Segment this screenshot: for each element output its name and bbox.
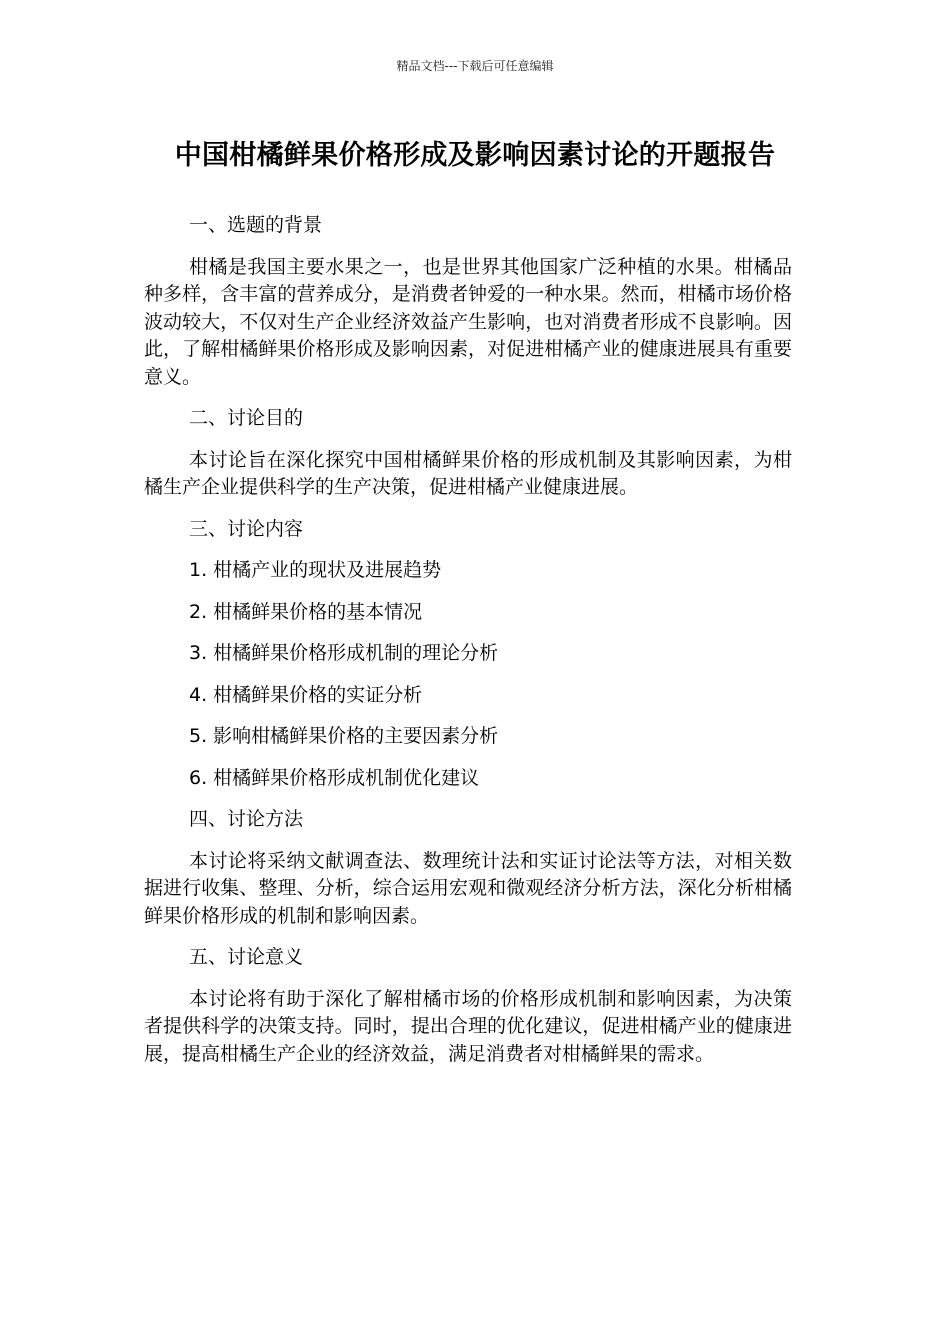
- document-body: [144, 212, 792, 1082]
- section-body-background: 柑橘是我国主要水果之一，也是世界其他国家广泛种植的水果。柑橘品种多样，含丰富的营养成分，是消费者钟爱的一种水果。然而，柑橘市场价格波动较大，不仅对生产企业经济效益产生影响，也对消费者形成不良影响。因此，了解柑橘鲜果价格形成及影响因素，对促进柑橘产业的健康进展具有重要意义。: [144, 255, 792, 388]
- section-heading-significance: 五、讨论意义: [189, 946, 304, 968]
- section-heading-content: 三、讨论内容: [189, 517, 304, 540]
- section-heading-background: 一、选题的背景: [189, 214, 323, 236]
- content-list-item: 2. 柑橘鲜果价格的基本情况: [189, 600, 423, 623]
- section-heading-purpose: 二、讨论目的: [189, 407, 304, 429]
- content-list-item: 1. 柑橘产业的现状及进展趋势: [189, 559, 442, 581]
- document-title: 中国柑橘鲜果价格形成及影响因素讨论的开题报告: [174, 140, 776, 171]
- section-heading-method: 四、讨论方法: [189, 808, 304, 830]
- content-list-item: 5. 影响柑橘鲜果价格的主要因素分析: [189, 725, 499, 747]
- content-list-item: 3. 柑橘鲜果价格形成机制的理论分析: [189, 642, 499, 664]
- section-body-purpose: 本讨论旨在深化探究中国柑橘鲜果价格的形成机制及其影响因素，为柑橘生产企业提供科学的生产决策，促进柑橘产业健康进展。: [144, 448, 792, 498]
- content-list-item: 6. 柑橘鲜果价格形成机制优化建议: [189, 766, 480, 789]
- content-list-item: 4. 柑橘鲜果价格的实证分析: [189, 683, 423, 706]
- header-note: 精品文档---下载后可任意编辑: [396, 59, 554, 73]
- section-body-method: 本讨论将采纳文献调查法、数理统计法和实证讨论法等方法，对相关数据进行收集、整理、分析，综合运用宏观和微观经济分析方法，深化分析柑橘鲜果价格形成的机制和影响因素。: [144, 849, 792, 927]
- section-body-significance: 本讨论将有助于深化了解柑橘市场的价格形成机制和影响因素，为决策者提供科学的决策支持。同时，提出合理的优化建议，促进柑橘产业的健康进展，提高柑橘生产企业的经济效益，满足消费者对柑橘鲜果的需求。: [144, 987, 792, 1065]
